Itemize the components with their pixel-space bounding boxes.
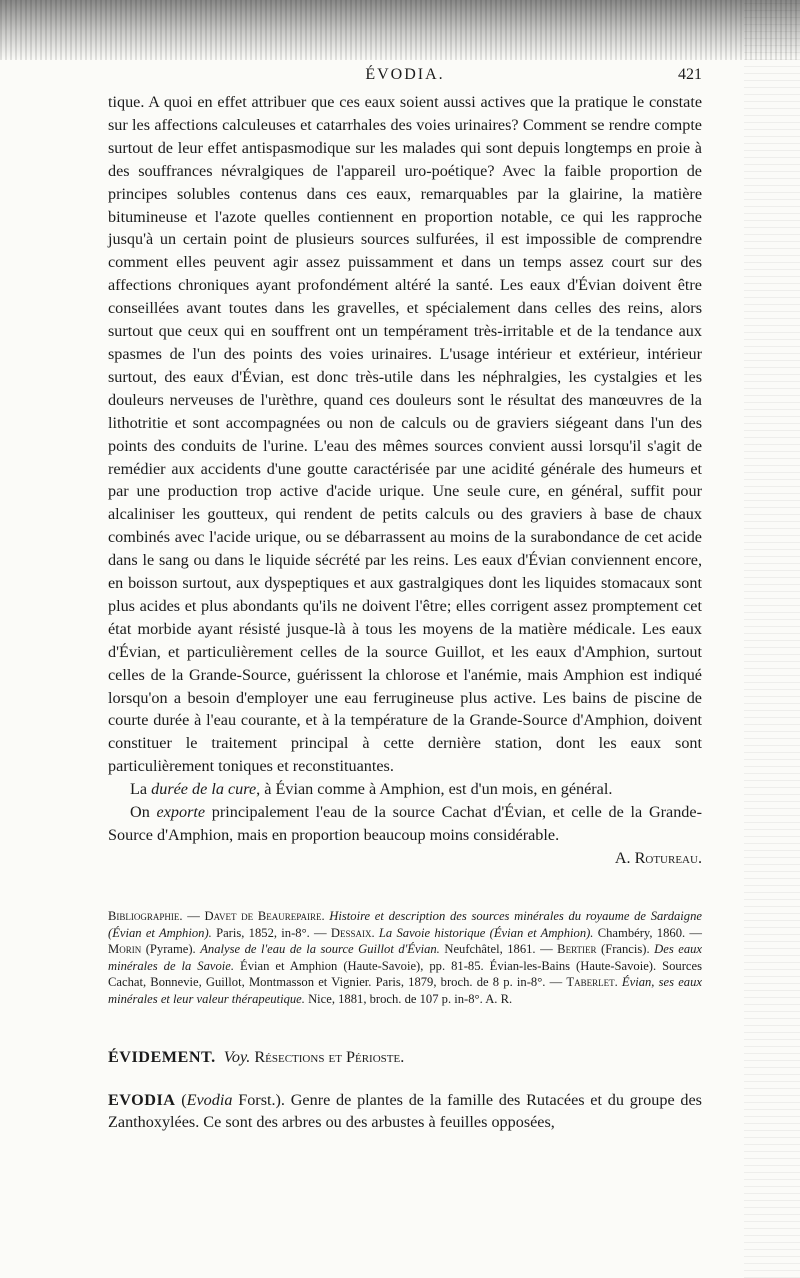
- entry-evidement-refs: Résections et Périoste.: [250, 1048, 405, 1066]
- page-number: 421: [678, 66, 702, 83]
- entry-evodia: [108, 1089, 702, 1133]
- bibliography-label: Bibliographie.: [108, 909, 183, 923]
- biblio-author: Bertier: [557, 942, 597, 957]
- biblio-sep: —: [182, 909, 205, 923]
- biblio-title: Des eaux minérales de la Savoie.: [108, 942, 702, 973]
- biblio-title: Analyse de l'eau de la source Guillot d'Évian.: [200, 942, 440, 957]
- paragraph-cure-duration: [108, 778, 702, 801]
- article-body: [108, 91, 702, 870]
- biblio-author: Davet de Beaurepaire.: [204, 909, 325, 923]
- paragraph-cure-duration-em: durée de la cure: [151, 780, 257, 799]
- document-page: [108, 0, 702, 1278]
- author-signature: A. Rotureau.: [614, 848, 702, 867]
- biblio-title: Évian, ses eaux minérales et leur valeur thérapeutique.: [108, 975, 702, 1006]
- paragraph-export-a: On: [130, 803, 157, 822]
- paragraph-cure-duration-a: La: [130, 780, 152, 799]
- biblio-publication: (Pyrame).: [141, 942, 201, 957]
- biblio-author: Morin: [108, 942, 142, 957]
- biblio-publication: Nice, 1881, broch. de 107 p. in-8°. A. R.: [304, 991, 513, 1006]
- bibliography: [108, 908, 702, 1008]
- entry-evodia-genus: Evodia: [186, 1091, 233, 1109]
- biblio-author: Dessaix.: [330, 925, 375, 940]
- biblio-publication: Neufchâtel, 1861. —: [439, 942, 558, 957]
- biblio-author: Taberlet.: [566, 975, 618, 990]
- paragraph-cure-duration-b: , à Évian comme à Amphion, est d'un mois, en général.: [256, 780, 613, 799]
- biblio-publication: Évian et Amphion (Haute-Savoie), pp. 81-85. Évian-les-Bains (Haute-Savoie). Sources Cachat, Bonnevie, Guillot, Montmasson et Vignier. Paris, 1879, broch. de 8 p. in-8°. —: [108, 958, 702, 990]
- biblio-publication: Chambéry, 1860. —: [593, 925, 702, 940]
- entry-evodia-text: Genre de plantes de la famille des Rutacées et du groupe des Zanthoxylées. Ce sont des arbres ou des arbustes à feuilles opposées,: [108, 1091, 702, 1131]
- entry-evidement-voy: Voy.: [223, 1048, 251, 1066]
- page-header: [108, 66, 702, 90]
- paragraph-export: [108, 801, 702, 870]
- entry-evidement-head: ÉVIDEMENT.: [108, 1048, 216, 1066]
- biblio-publication: Paris, 1852, in-8°. —: [211, 925, 331, 940]
- entry-evidement: [108, 1048, 702, 1067]
- paragraph-export-b: principalement l'eau de la source Cachat d'Évian, et celle de la Grande-Source d'Amphion, mais en proportion beaucoup moins considérable.: [108, 803, 702, 844]
- scan-edge-right: [744, 0, 800, 1278]
- dictionary-entries: [108, 1048, 702, 1149]
- entry-evodia-head: EVODIA: [108, 1091, 176, 1109]
- biblio-publication: (Francis).: [596, 942, 655, 957]
- biblio-title: La Savoie historique (Évian et Amphion).: [374, 925, 594, 940]
- entry-evodia-paren-close: Forst.).: [232, 1091, 285, 1109]
- running-head: ÉVODIA.: [365, 66, 445, 83]
- paragraph-indications: tique. A quoi en effet attribuer que ces eaux soient aussi actives que la pratique le constate sur les affections calculeuses et catarrhales des voies urinaires? Comment se rendre compte surtout de leur effet antispasmodique sur les malades qui sont depuis longtemps en proie à des souffrances névralgiques de l'appareil uro-poétique? Avec la faible proportion de principes solubles contenus dans ces eaux, remarquables par la glairine, la matière bitumineuse et l'azote quelles contiennent en proportion notable, ce qui les rapproche jusqu'à un certain point de plusieurs sources sulfurées, il est impossible de comprendre comment elles peuvent agir assez puissamment et dans un temps assez court sur des affections chroniques ayant profondément altéré la santé. Les eaux d'Évian doivent être conseillées avant toutes dans les gravelles, et spécialement dans celles des reins, alors surtout que ceux qui en souffrent ont un tempérament très-irritable et de la tendance aux spasmes de l'un des points des voies urinaires. L'usage intérieur et extérieur, intérieur surtout, des eaux d'Évian, est donc très-utile dans les néphralgies, les cystalgies et les douleurs nerveuses de l'urèthre, quand ces douleurs sont le résultat des manœuvres de la lithotritie et sont accompagnées ou non de calculs ou de graviers siégeant dans l'un des points des conduits de l'urine. L'eau des mêmes sources convient aussi lorsqu'il s'agit de remédier aux accidents d'une goutte caractérisée par une acidité générale des humeurs et par une production trop active d'acide urique. Une seule cure, en général, suffit pour alcaliniser les goutteux, qui rendent de petits calculs ou des graviers à base de chaux combinés avec l'acide urique, ou se débarrassent au moins de la surabondance de cet acide dans le sang ou dans le liquide sécrété par les reins. Les eaux d'Évian conviennent encore, en boisson surtout, aux dyspeptiques et aux gastralgiques dont les liquides stomacaux sont plus acides et plus abondants qu'ils ne doivent l'être; elles corrigent assez promptement cet état morbide ayant résisté jusque-là à tous les moyens de la matière médicale. Les eaux d'Évian, et particulièrement celles de la source Guillot, et les eaux d'Amphion, surtout celles de la Grande-Source, guérissent la chlorose et l'anémie, mais Amphion est indiqué lorsqu'on a besoin d'employer une eau ferrugineuse plus active. Les bains de piscine de courte durée à l'eau courante, et à la température de la Grande-Source d'Amphion, doivent constituer le traitement principal à cette dernière station, dont les eaux sont particulièrement toniques et reconstituantes.: [108, 93, 702, 776]
- biblio-title: Histoire et description des sources minérales du royaume de Sardaigne (Évian et Amphion).: [108, 909, 702, 940]
- paragraph-export-em: exporte: [156, 803, 206, 822]
- entry-evodia-paren-open: (: [175, 1091, 187, 1109]
